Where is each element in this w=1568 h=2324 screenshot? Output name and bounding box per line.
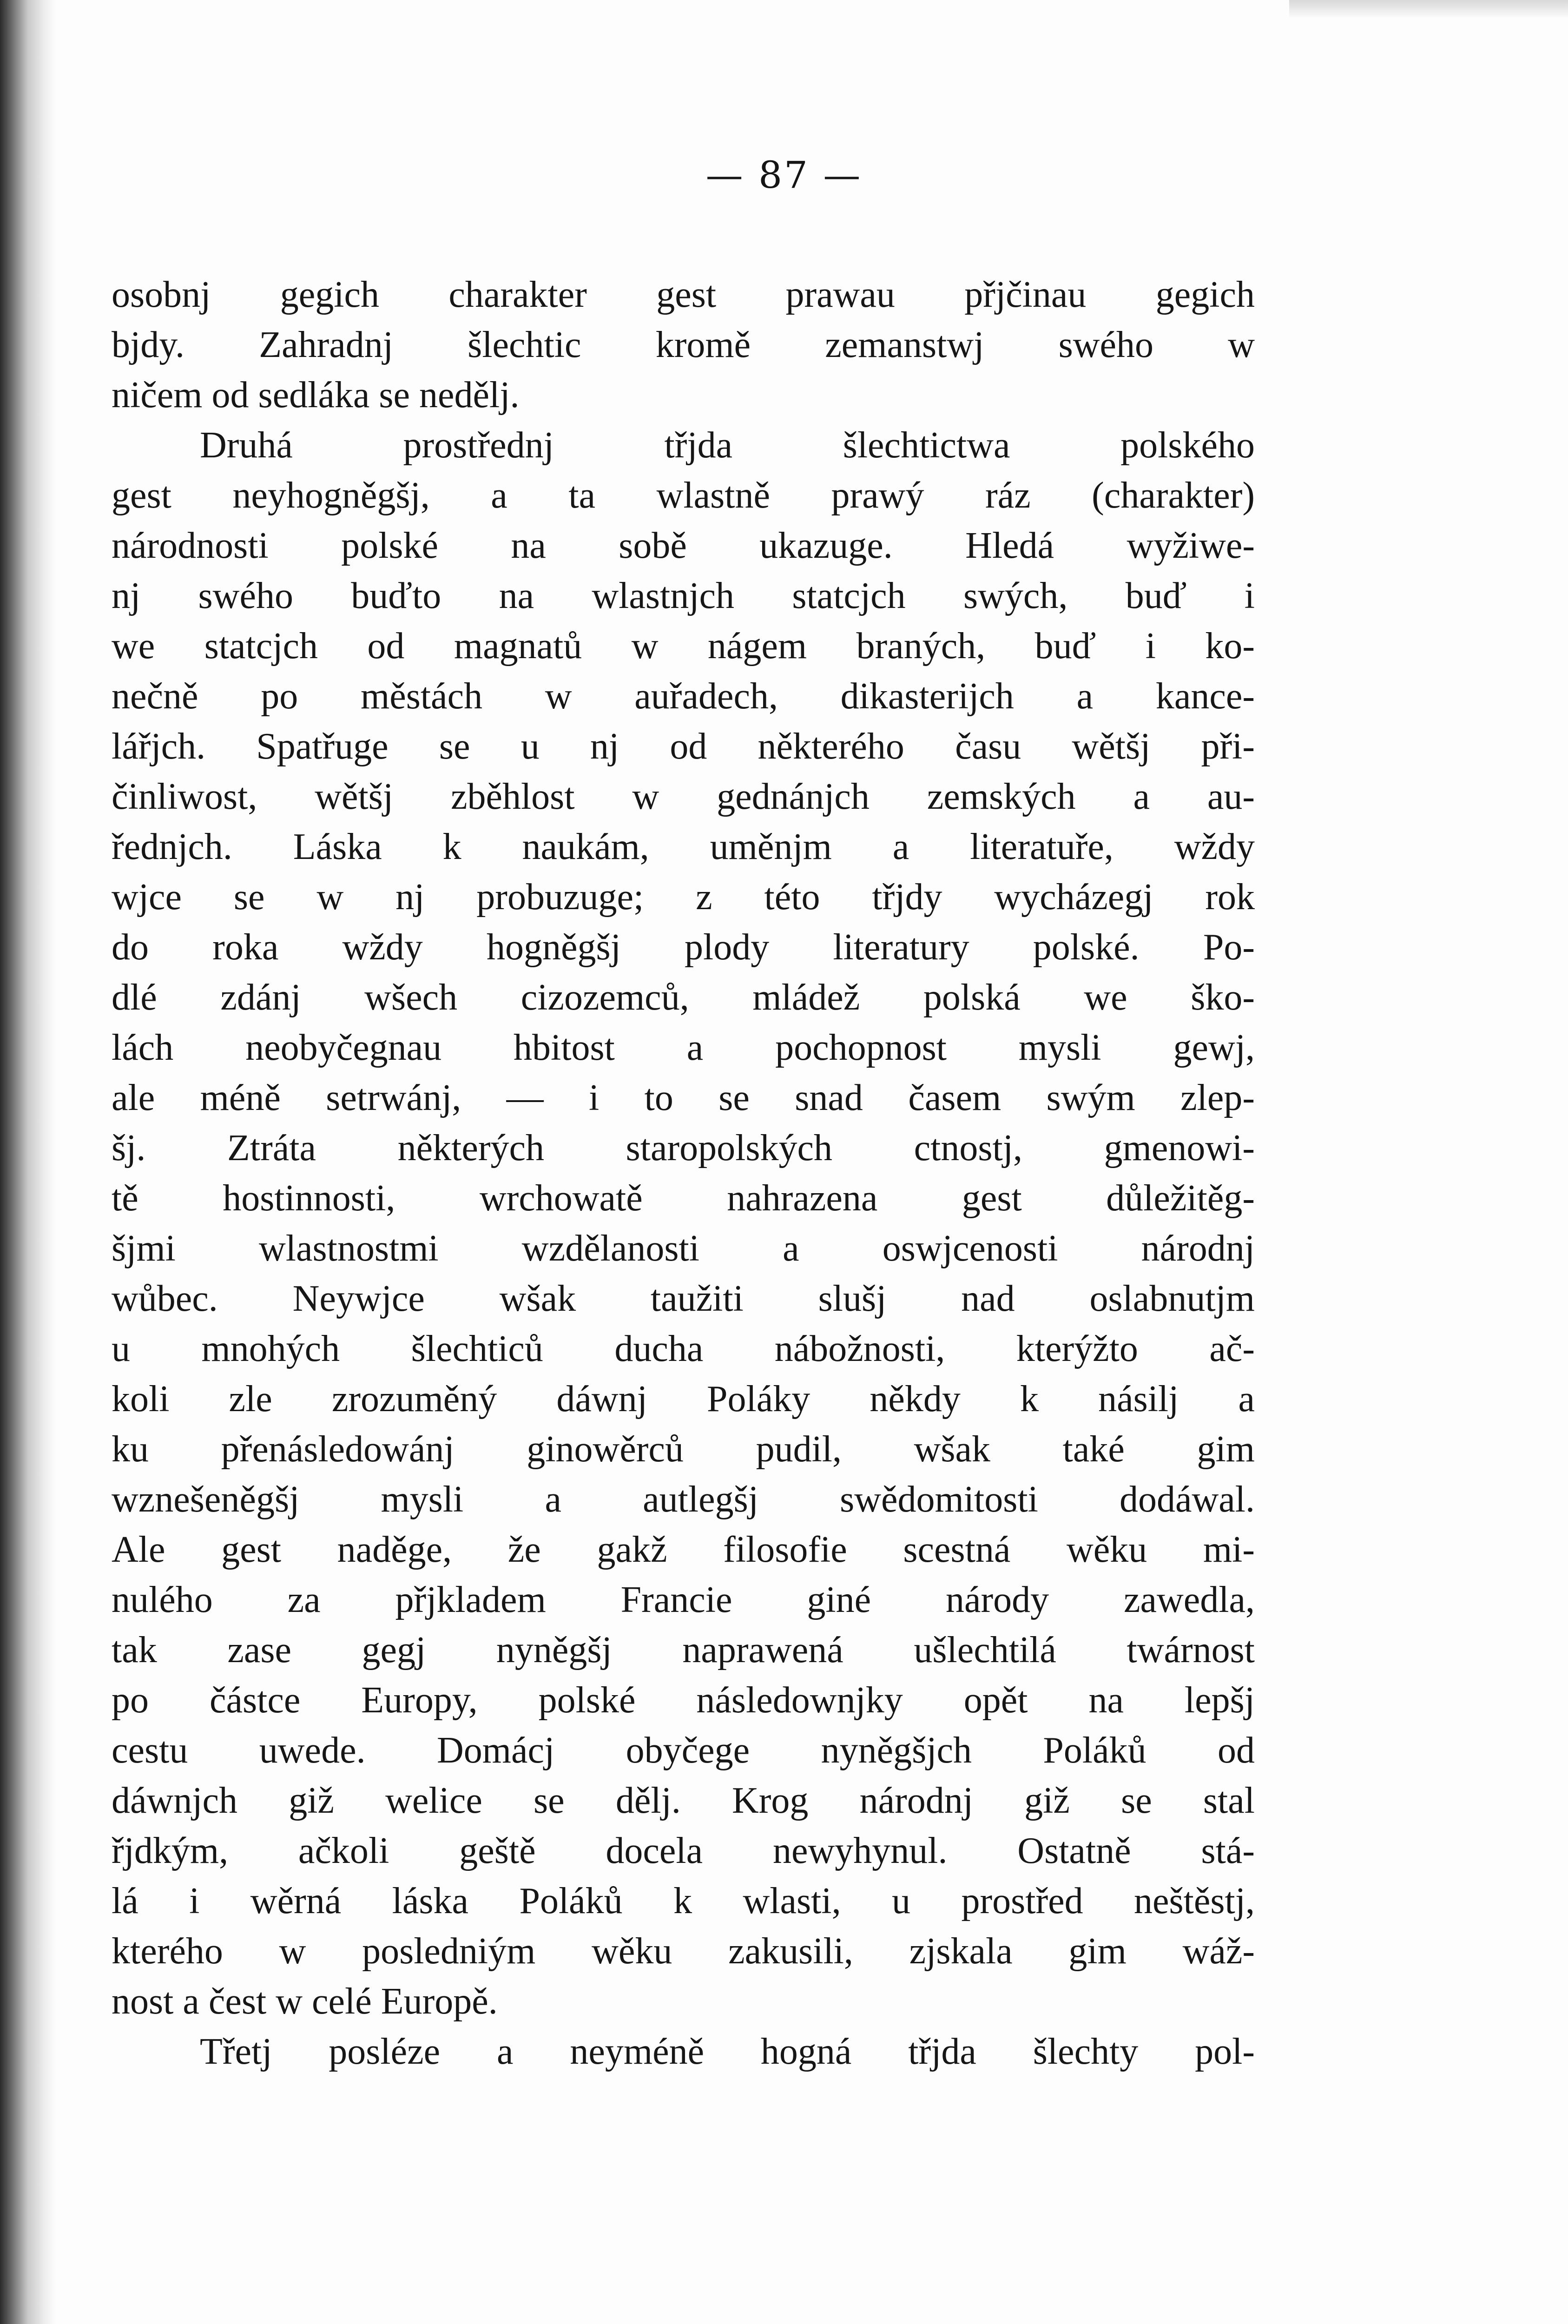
page-number: — 87 — (705, 153, 863, 197)
text-line: řednjch. Láska k naukám, uměnjm a literatuře, wždy (112, 826, 1255, 867)
paragraph-start-line: Druhá prostřednj třjda šlechtictwa polského (200, 425, 1255, 466)
paragraph-start-line: Třetj posléze a neyméně hogná třjda šlechty pol- (200, 2031, 1255, 2072)
text-line: wůbec. Neywjce wšak taužiti slušj nad oslabnutjm (112, 1278, 1255, 1319)
text-line: lářjch. Spatřuge se u nj od některého času wětšj při- (112, 726, 1255, 767)
text-line: bjdy. Zahradnj šlechtic kromě zemanstwj swého w (112, 324, 1255, 365)
text-line: ničem od sedláka se nedělj. (112, 375, 520, 416)
text-line: nj swého buďto na wlastnjch statcjch swých, buď i (112, 575, 1255, 616)
text-line: nost a čest w celé Europě. (112, 1981, 498, 2022)
text-line: národnosti polské na sobě ukazuge. Hledá wyžiwe- (112, 525, 1255, 566)
text-line: lách neobyčegnau hbitost a pochopnost mysli gewj, (112, 1027, 1255, 1068)
text-line: dáwnjch giž welice se dělj. Krog národnj giž se stal (112, 1780, 1255, 1821)
text-line: we statcjch od magnatů w nágem braných, buď i ko- (112, 626, 1255, 667)
text-line: nečně po městách w auřadech, dikasterijch a kance- (112, 676, 1255, 717)
text-line: koli zle zrozuměný dáwnj Poláky někdy k násilj a (112, 1379, 1255, 1419)
text-line: činliwost, wětšj zběhlost w gednánjch zemských a au- (112, 776, 1255, 817)
text-line: do roka wždy hogněgšj plody literatury polské. Po- (112, 927, 1255, 968)
text-line: ku přenásledowánj ginowěrců pudil, wšak také gim (112, 1429, 1255, 1470)
text-line: šjmi wlastnostmi wzdělanosti a oswjcenosti národnj (112, 1228, 1255, 1269)
text-line: kterého w posledniým wěku zakusili, zjskala gim wáž- (112, 1931, 1255, 1972)
text-line: po částce Europy, polské následownjky opět na lepšj (112, 1680, 1255, 1721)
text-line: tě hostinnosti, wrchowatě nahrazena gest důležitěg- (112, 1178, 1255, 1219)
text-line: lá i wěrná láska Poláků k wlasti, u prostřed neštěstj, (112, 1881, 1255, 1921)
text-line: tak zase gegj nyněgšj naprawená ušlechtilá twárnost (112, 1630, 1255, 1670)
text-line: nulého za přjkladem Francie giné národy zawedla, (112, 1579, 1255, 1620)
text-line: cestu uwede. Domácj obyčege nyněgšjch Poláků od (112, 1730, 1255, 1771)
text-line: wjce se w nj probuzuge; z této třjdy wycházegj rok (112, 877, 1255, 918)
text-line: dlé zdánj wšech cizozemců, mládež polská we ško- (112, 977, 1255, 1018)
page-edge-shadow (1289, 0, 1568, 19)
body-text (112, 270, 1255, 2077)
text-line: ale méně setrwánj, — i to se snad časem swým zlep- (112, 1077, 1255, 1118)
text-line: gest neyhogněgšj, a ta wlastně prawý ráz (charakter) (112, 475, 1255, 516)
text-line: wznešeněgšj mysli a autlegšj swědomitosti dodáwal. (112, 1479, 1255, 1520)
text-line: řjdkým, ačkoli geště docela newyhynul. Ostatně stá- (112, 1830, 1255, 1871)
text-line: osobnj gegich charakter gest prawau přjčinau gegich (112, 274, 1255, 315)
text-line: šj. Ztráta některých staropolských ctnostj, gmenowi- (112, 1128, 1255, 1169)
text-line: u mnohých šlechticů ducha nábožnosti, kterýžto ač- (112, 1328, 1255, 1369)
text-line: Ale gest naděge, že gakž filosofie scestná wěku mi- (112, 1529, 1255, 1570)
page-binding-shadow (0, 0, 56, 2324)
